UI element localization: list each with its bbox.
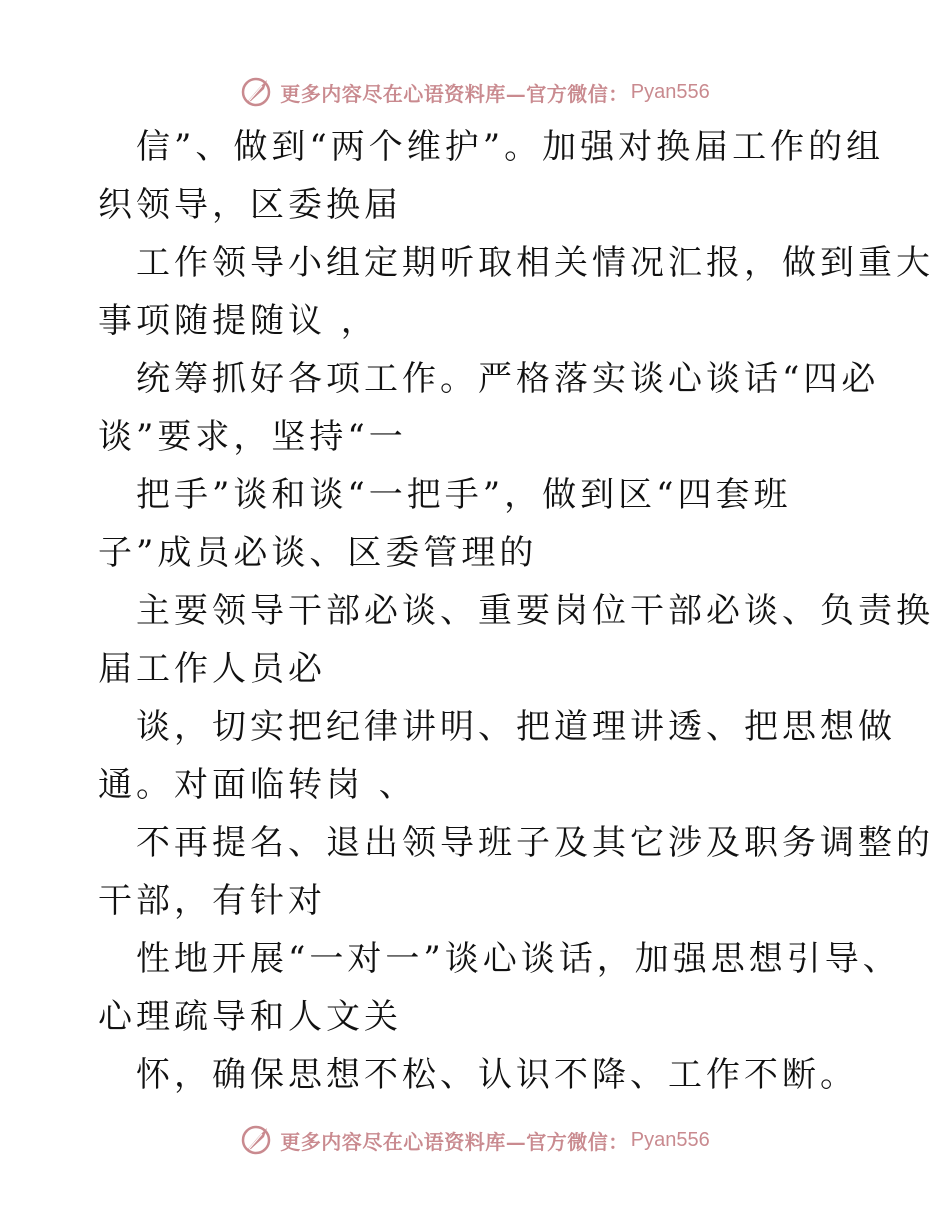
text-line: 信”、做到“两个维护”。加强对换届工作的组 [136,127,885,167]
footer-watermark [0,1120,950,1160]
header-watermark [0,72,950,112]
text-line: 谈，切实把纪律讲明、把道理讲透、把思想做 [136,707,896,747]
text-line: 怀，确保思想不松、认识不降、工作不断。 [136,1055,858,1095]
text-line: 干部，有针对 [98,881,326,921]
text-line: 谈”要求，坚持“一 [98,417,407,457]
text-line: 把手”谈和谈“一把手”，做到区“四套班 [136,475,792,515]
text-line: 子”成员必谈、区委管理的 [98,533,538,573]
quill-logo-icon [240,1123,274,1157]
text-line: 性地开展“一对一”谈心谈话，加强思想引导、 [136,939,901,979]
watermark-wechat-id: Pyan556 [630,1128,710,1151]
text-line: 事项随提随议 ， [98,301,379,341]
watermark-wechat-id: Pyan556 [630,80,710,103]
quill-logo-icon [240,75,274,109]
watermark-text: 更多内容尽在心语资料库—官方微信： [280,81,629,106]
watermark-text: 更多内容尽在心语资料库—官方微信： [280,1129,629,1154]
text-line: 届工作人员必 [98,649,326,689]
text-line: 不再提名、退出领导班子及其它涉及职务调整的 [136,823,934,863]
text-line: 工作领导小组定期听取相关情况汇报，做到重大 [136,243,934,283]
text-line: 心理疏导和人文关 [98,997,402,1037]
text-line: 主要领导干部必谈、重要岗位干部必谈、负责换 [136,591,934,631]
text-line: 通。对面临转岗 、 [98,765,417,805]
text-line: 统筹抓好各项工作。严格落实谈心谈话“四必 [136,359,880,399]
text-line: 织领导，区委换届 [98,185,402,225]
